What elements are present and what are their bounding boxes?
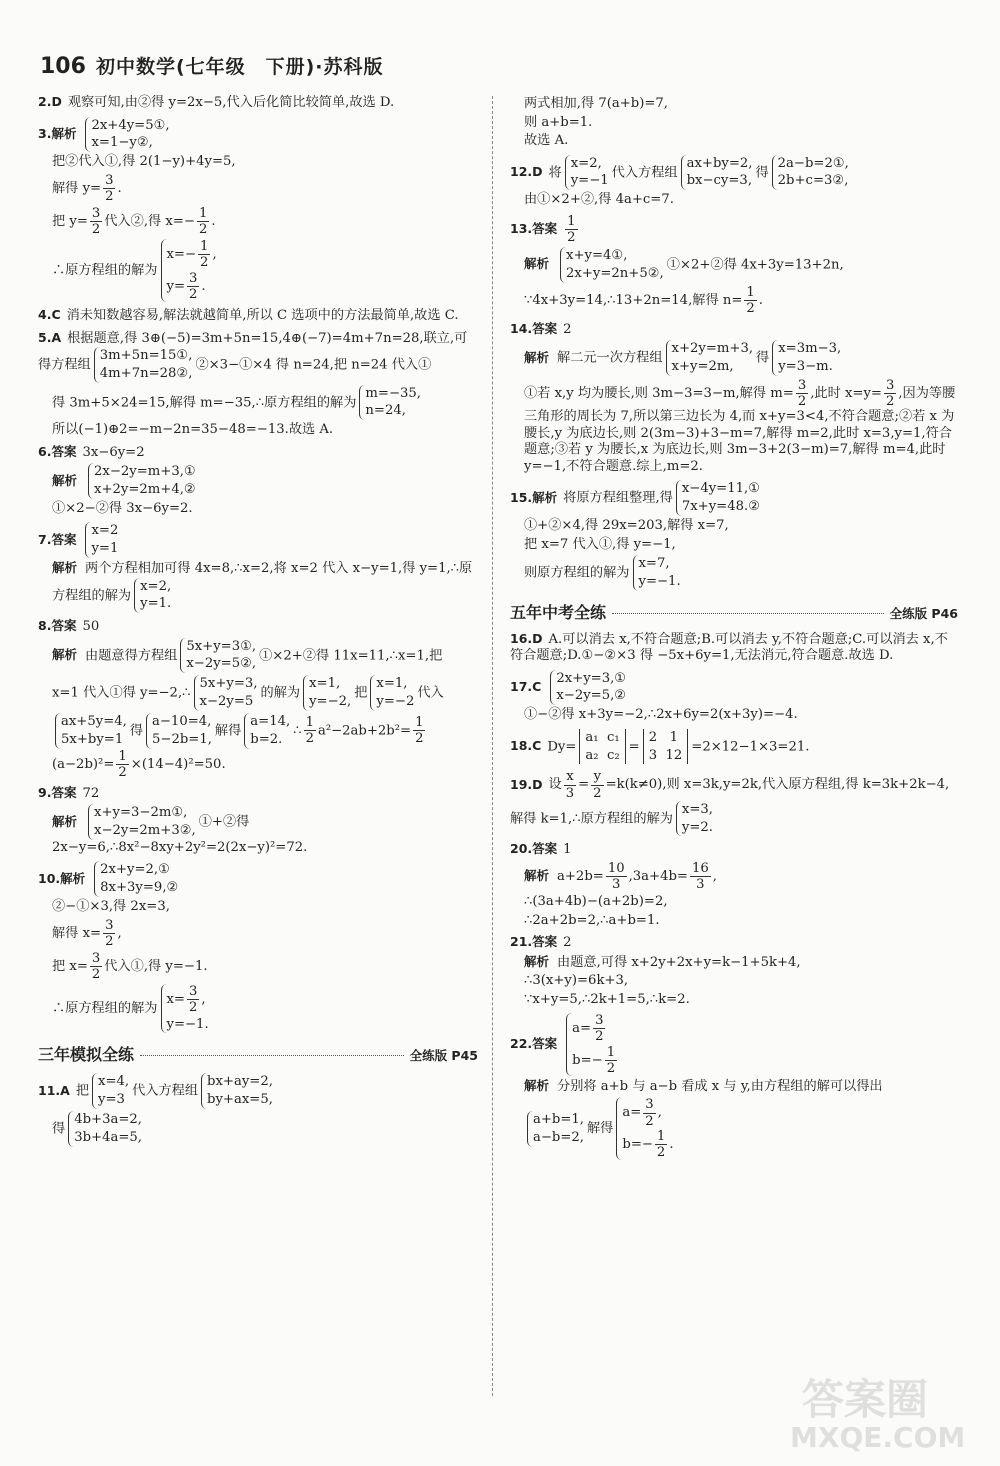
answer-q11: 11.A 把x=4, y=3代入方程组bx+ay=2, by+ax=5, 得4b+3a=2, 3b+4a=5, bbox=[38, 1074, 273, 1145]
answer-q3: 3.解析2x+4y=5①, x=1−y②, 把②代入①,得 2(1−y)+4y=5, 解得 y= $\frac{3}{2}$ . 把 y= $\frac{3}{2}$ 代入②,得 x=− $\frac{1}{2}$ . ∴原方程组的解为x=− $\frac{1}{2}$ , y= $\frac{3}{2}$ . bbox=[38, 117, 236, 302]
answer-q7: 7.答案x=2 y=1 解析 两个方程相加可得 4x=8,∴x=2,将 x=2 代入 x−y=1,得 y=1,∴原方程组的解为x=2, y=1. bbox=[38, 523, 473, 612]
answer-q19: 19.D 设 $\frac{x}{3}$ = $\frac{y}{2}$ =k(k≠0),则 x=3k,y=2k,代入原方程组,得 k=3k+2k−4,解得 k=1,∴原方程组的解为x=3, y=2. bbox=[510, 769, 950, 835]
book-title: 初中数学(七年级 下册)·苏科版 bbox=[95, 56, 384, 78]
answer-q18: 18.C Dy=a₁ c₁ a₂ c₂=2 1 3 12=2×12−1×3=21. bbox=[510, 729, 810, 763]
answer-q21: 21.答案 2 解析 由题意,可得 x+2y+2x+y=k−1+5k+4, ∴3(x+y)=6k+3, ∵x+y=5,∴2k+1=5,∴k=2. bbox=[510, 934, 801, 1007]
answer-q12: 12.D 将x=2, y=−1代入方程组ax+by=2, bx−cy=3,得2a−b=2①, 2b+c=3②, 由①×2+②,得 4a+c=7. bbox=[510, 155, 849, 208]
answer-q2: 2.D 观察可知,由②得 y=2x−5,代入后化简比较简单,故选 D. bbox=[38, 94, 395, 110]
right-column bbox=[510, 94, 958, 1165]
answer-q20: 20.答案 1 解析 a+2b= $\frac{10}{3}$ ,3a+4b= $\frac{16}{3}$ , ∴(3a+4b)−(a+2b)=2, ∴2a+2b=2,∴a+b=1. bbox=[510, 841, 717, 928]
answer-q14: 14.答案 2 解析 解二元一次方程组x+2y=m+3, x+y=2m,得x=3m−3, y=3−m. ①若 x,y 均为腰长,则 3m−3=3−m,解得 m= $\frac{3}{2}$ ,此时 x=y= $\frac{3}{2}$ ,因为等腰三角形的周长为 7,所以第三边长为 4,而 x+y=3<4,不符合题意;②若 x 为腰长,y 为底边长,则 2(3m−3)+3−m=7,解得 m=2,此时 x=3,y=1,符合题意;③若 y 为腰长,x 为底边长,则 3m−3+2(3−m)=7,解得 m=4,此时 y=−1,不符合题意.综上,m=2. bbox=[510, 320, 956, 474]
equation-system: 2x+4y=5①, x=1−y②, bbox=[85, 117, 169, 153]
answer-q4: 4.C 消未知数越容易,解法就越简单,所以 C 选项中的方法最简单,故选 C. bbox=[38, 307, 459, 323]
answer-q5: 5.A 根据题意,得 3⊕(−5)=3m+5n=15,4⊕(−7)=4m+7n=28,联立,可得方程组3m+5n=15①, 4m+7n=28②,②×3−①×4 得 n=24,把 n=24 代入① 得 3m+5×24=15,解得 m=−35,∴原方程组的解为m=−35, n=24, 所以(−1)⊕2=−m−2n=35−48=−13.故选 A. bbox=[38, 329, 468, 438]
answer-q6: 6.答案 3x−6y=2 解析2x−2y=m+3,① x+2y=2m+4,② ①×2−②得 3x−6y=2. bbox=[38, 443, 196, 516]
answer-q17: 17.C2x+y=3,① x−2y=5,② ①−②得 x+3y=−2,∴2x+6y=2(x+3y)=−4. bbox=[510, 670, 798, 723]
watermark-logo: 答案圈 MXQE.COM bbox=[790, 1375, 966, 1454]
column-divider bbox=[492, 96, 493, 1396]
answer-q13: 13.答案 $\frac{1}{2}$ 解析x+y=4①, 2x+y=2n+5②,①×2+②得 4x+3y=13+2n, ∵4x+3y=14,∴13+2n=14,解得 n= $\frac{1}{2}$ . bbox=[510, 213, 844, 316]
left-column bbox=[38, 94, 478, 1152]
answer-q15: 15.解析 将原方程组整理,得x−4y=11,① 7x+y=48.② ①+②×4,得 29x=203,解得 x=7, 把 x=7 代入①,得 y=−1, 则原方程组的解为x=7, y=−1. bbox=[510, 481, 761, 589]
answer-q8: 8.答案 50 解析 由题意得方程组5x+y=3①, x−2y=5②,①×2+②得 11x=11,∴x=1,把 x=1 代入①得 y=−2,∴5x+y=3, x−2y=5的解为x=1, y=−2,把x=1, y=−2代入 ax+5y=4, 5x+by=1得a−10=4, 5−2b=1,解得a=14, b=2.∴ $\frac{1}{2}$ a²−2ab+2b²= $\frac{1}{2}$ (a−2b)²= $\frac{1}{2}$ ×(14−4)²=50. bbox=[38, 618, 444, 780]
answer-q16: 16.D A.可以消去 x,不符合题意;B.可以消去 y,不符合题意;C.可以消去 x,不符合题意;D.①−②×3 得 −5x+6y=1,无法消元,符合题意.故选 D. bbox=[510, 630, 948, 664]
answer-q22: 22.答案a= $\frac{3}{2}$ b=− $\frac{1}{2}$ 解析 分别将 a+b 与 a−b 看成 x 与 y,由方程组的解可以得出 a+b=1, a−b=2,解得a= $\frac{3}{2}$ , b=− $\frac{1}{2}$ . bbox=[510, 1013, 883, 1160]
section-header-wunian: 五年中考全练 全练版 P46 bbox=[510, 602, 958, 622]
page-number: 106 bbox=[40, 54, 86, 79]
answer-q10: 10.解析2x+y=2,① 8x+3y=9,② ②−①×3,得 2x=3, 解得 x= $\frac{3}{2}$ , 把 x= $\frac{3}{2}$ 代入①,得 y=−1. ∴原方程组的解为x= $\frac{3}{2}$ , y=−1. bbox=[38, 862, 209, 1032]
answer-q9: 9.答案 72 解析x+y=3−2m①, x−2y=2m+3②,①+②得 2x−y=6,∴8x²−8xy+2y²=2(2x−y)²=72. bbox=[38, 784, 308, 855]
page-header bbox=[40, 52, 384, 92]
section-header-sannian: 三年模拟全练 全练版 P45 bbox=[38, 1045, 478, 1065]
answer-q11-continued: 两式相加,得 7(a+b)=7, 则 a+b=1. 故选 A. bbox=[524, 96, 668, 148]
